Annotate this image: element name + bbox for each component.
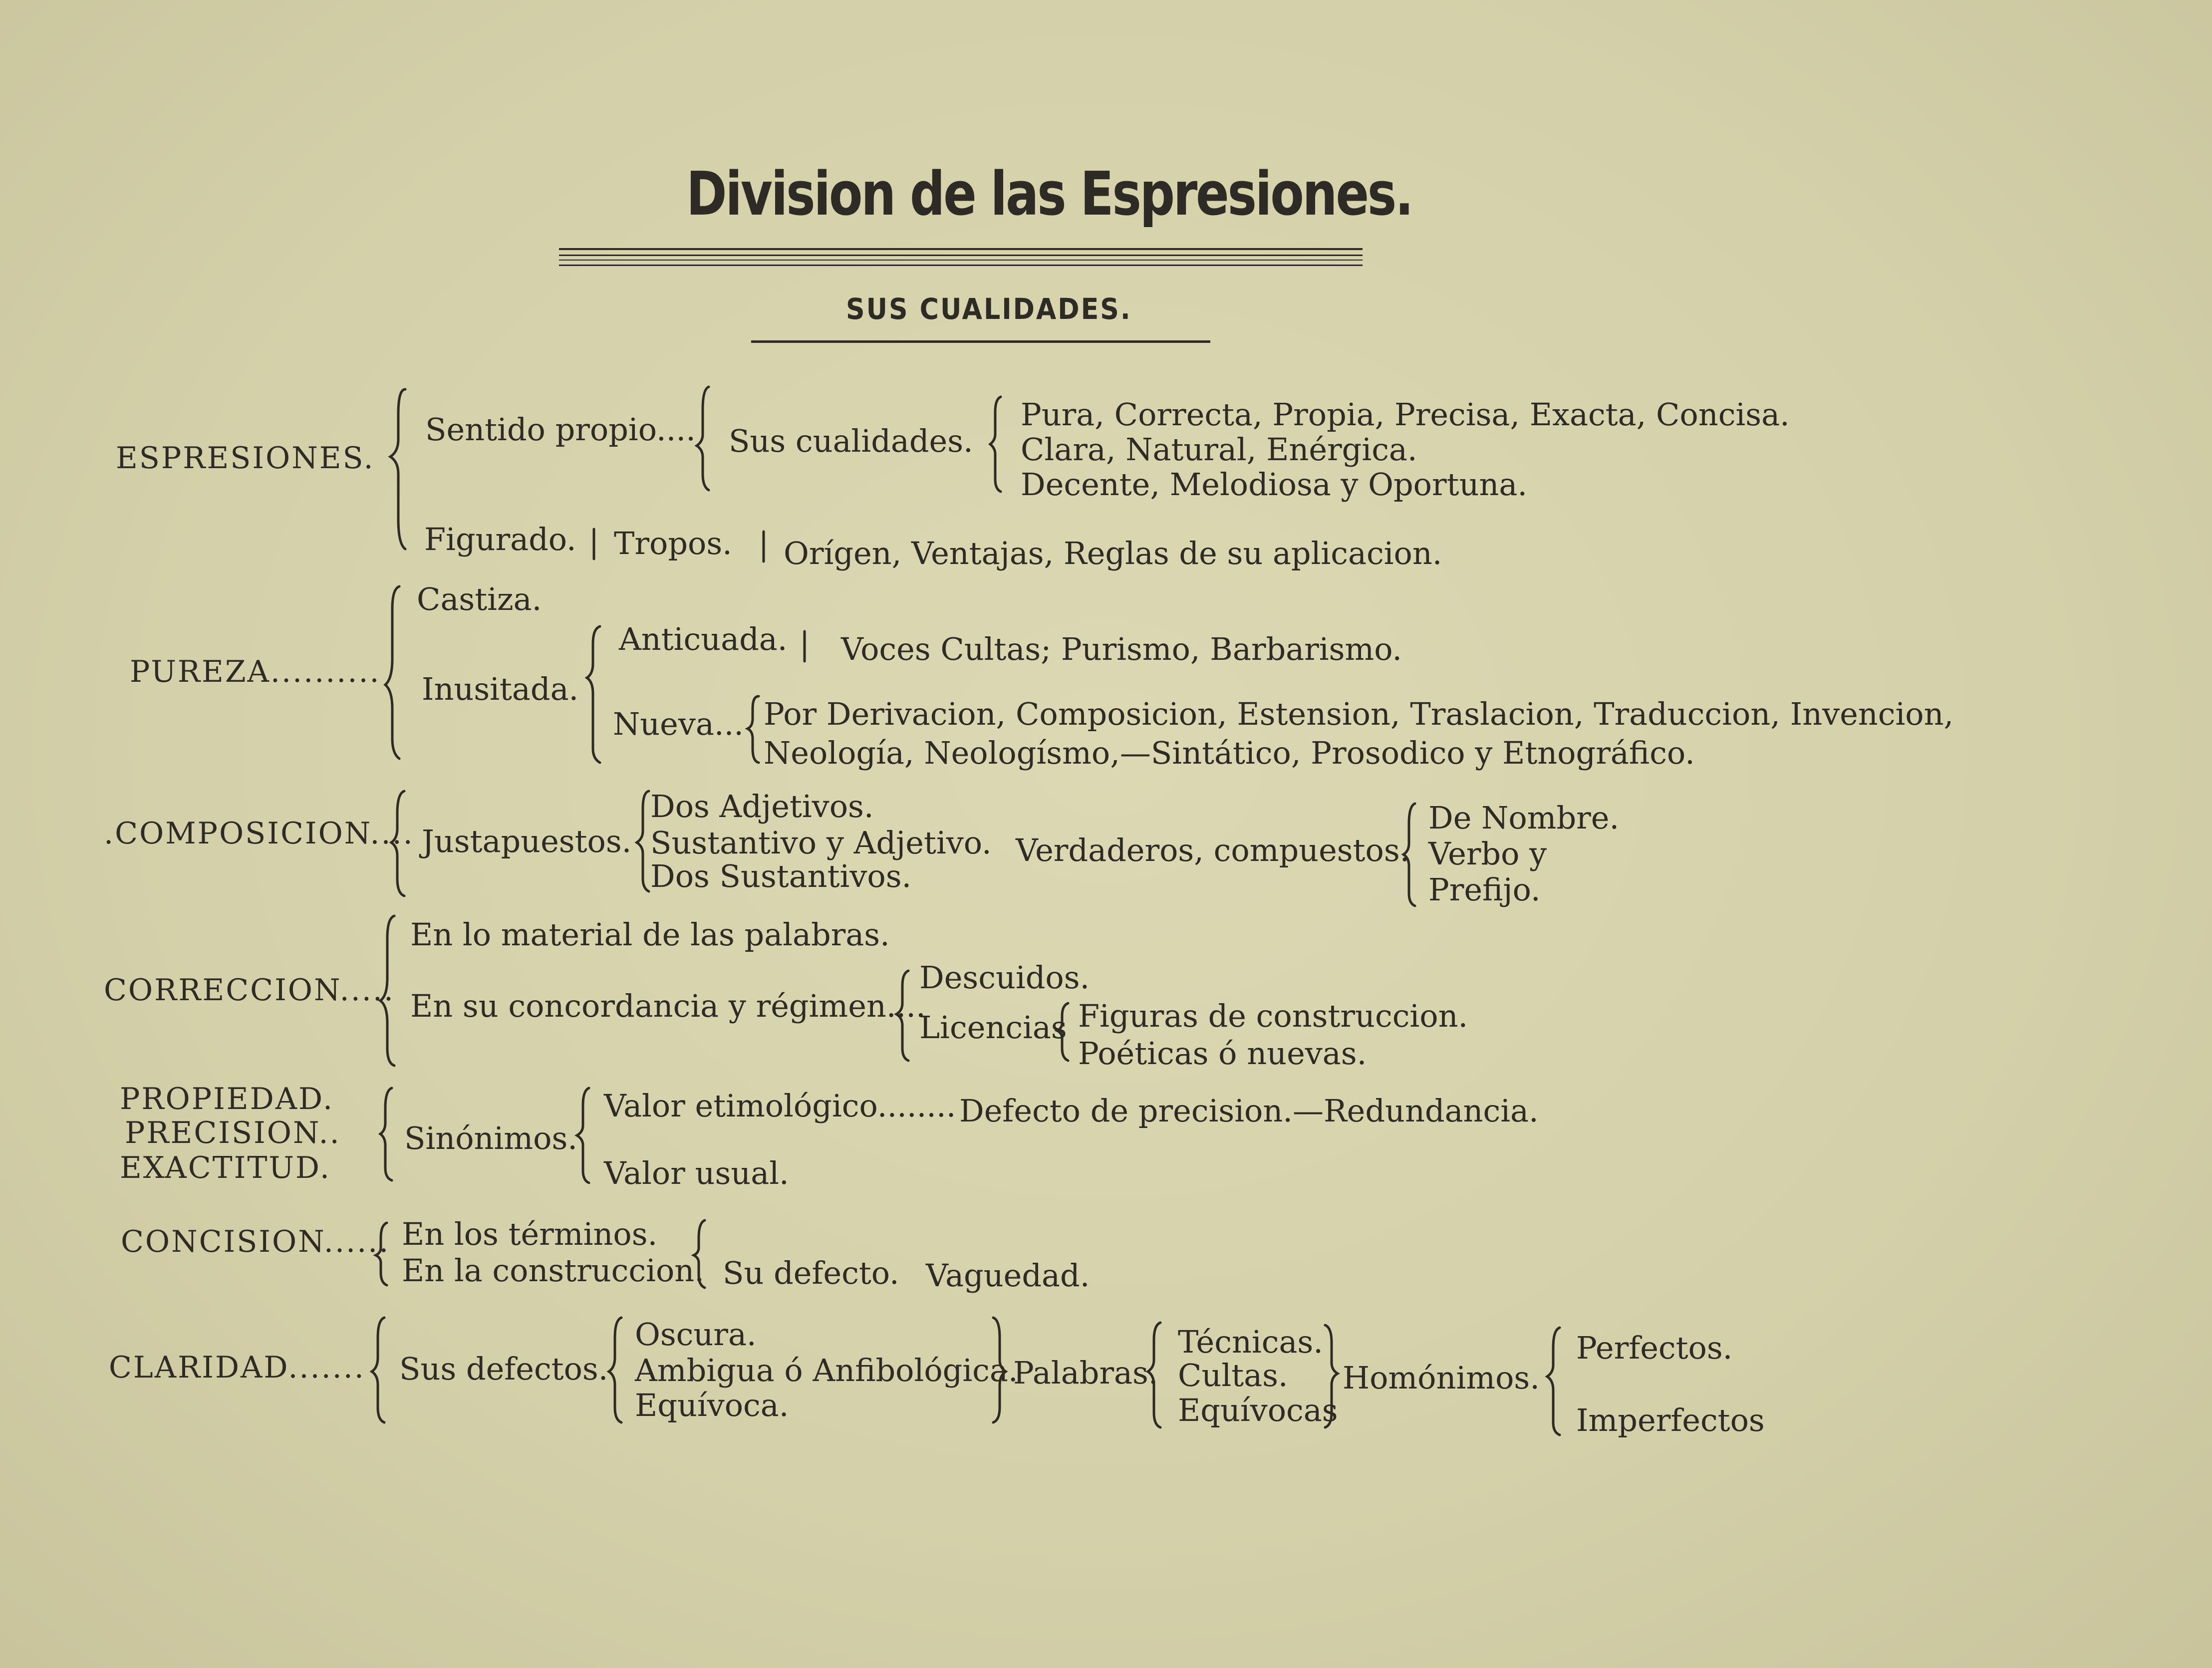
cualidad-line-3: Decente, Melodiosa y Oportuna. xyxy=(1021,466,1528,503)
category-exactitud: EXACTITUD. xyxy=(120,1150,331,1185)
brace-justapuestos xyxy=(637,791,649,891)
brace-sinonimos xyxy=(577,1088,589,1183)
sus-defectos: Sus defectos. xyxy=(399,1351,608,1387)
castiza: Castiza. xyxy=(417,581,542,617)
homonimos: Homónimos. xyxy=(1343,1360,1540,1396)
sentido-propio: Sentido propio.... xyxy=(425,411,696,448)
figurado: Figurado. xyxy=(424,521,576,557)
material-palabras: En lo material de las palabras. xyxy=(410,916,890,953)
cualidad-line-1: Pura, Correcta, Propia, Precisa, Exacta, Concisa. xyxy=(1021,396,1790,433)
de-verbo: Verbo y xyxy=(1428,835,1547,872)
brace-espresiones xyxy=(390,389,405,549)
brace-sentido xyxy=(697,387,709,490)
tipo-dos-adjetivos: Dos Adjetivos. xyxy=(650,788,874,825)
inusitada: Inusitada. xyxy=(422,671,579,707)
anticuada-detail: Voces Cultas; Purismo, Barbarismo. xyxy=(841,631,1402,667)
tipo-equivocas: Equívocas xyxy=(1178,1392,1338,1428)
category-propiedad: PROPIEDAD. xyxy=(120,1082,334,1116)
brace-nueva xyxy=(748,696,759,763)
sus-cualidades: Sus cualidades. xyxy=(729,423,973,459)
tipo-tecnicas: Técnicas. xyxy=(1178,1324,1323,1360)
sinonimos: Sinónimos. xyxy=(404,1120,577,1156)
anticuada: Anticuada. xyxy=(619,621,788,657)
poeticas-nuevas: Poéticas ó nuevas. xyxy=(1078,1035,1367,1072)
category-pureza: PUREZA.......... xyxy=(130,654,381,689)
tipo-dos-sustantivos: Dos Sustantivos. xyxy=(650,858,912,894)
tropos-detail: Orígen, Ventajas, Reglas de su aplicacion. xyxy=(784,535,1442,571)
brace-cualidades xyxy=(990,397,1001,492)
de-prefijo: Prefijo. xyxy=(1428,871,1541,908)
defecto-equivoca: Equívoca. xyxy=(635,1387,789,1423)
imperfectos: Imperfectos xyxy=(1576,1402,1765,1438)
su-defecto: Su defecto. xyxy=(723,1255,899,1291)
verdaderos-compuestos: Verdaderos, compuestos. xyxy=(1016,832,1410,868)
defecto-precision: Defecto de precision.—Redundancia. xyxy=(959,1093,1539,1129)
concordancia-regimen: En su concordancia y régimen.... xyxy=(410,988,926,1024)
nueva-detail-1: Por Derivacion, Composicion, Estension, Traslacion, Traduccion, Invencion, xyxy=(764,696,1954,732)
nueva: Nueva... xyxy=(613,706,744,742)
category-claridad: CLARIDAD....... xyxy=(109,1350,365,1385)
vaguedad: Vaguedad. xyxy=(926,1257,1090,1294)
tropos: Tropos. xyxy=(614,525,732,561)
valor-usual: Valor usual. xyxy=(604,1155,789,1191)
figuras-construccion: Figuras de construccion. xyxy=(1078,998,1468,1034)
category-correccion: CORRECCION..... xyxy=(104,973,395,1008)
page-title: Division de las Espresiones. xyxy=(686,160,1412,229)
defecto-ambigua: Ambigua ó Anfibológica. xyxy=(635,1352,1018,1389)
defecto-oscura: Oscura. xyxy=(635,1316,757,1353)
category-precision: PRECISION.. xyxy=(125,1115,341,1150)
category-composicion: .COMPOSICION.... xyxy=(104,816,414,851)
licencias: Licencias xyxy=(919,1009,1067,1046)
subtitle: SUS CUALIDADES. xyxy=(846,292,1132,326)
palabras: Palabras. xyxy=(1013,1355,1158,1391)
nueva-detail-2: Neología, Neologísmo,—Sintático, Prosodico y Etnográfico. xyxy=(764,735,1695,771)
category-espresiones: ESPRESIONES. xyxy=(116,441,375,476)
perfectos: Perfectos. xyxy=(1576,1330,1733,1366)
descuidos: Descuidos. xyxy=(919,959,1090,996)
brace-claridad xyxy=(372,1318,384,1422)
en-los-terminos: En los términos. xyxy=(402,1216,658,1252)
cualidad-line-2: Clara, Natural, Enérgica. xyxy=(1021,431,1417,468)
brace-propiedad xyxy=(380,1088,392,1180)
brace-perfectos xyxy=(1547,1328,1560,1435)
justapuestos: Justapuestos. xyxy=(422,823,632,859)
brace-pureza xyxy=(385,586,399,759)
tipo-sustantivo-adjetivo: Sustantivo y Adjetivo. xyxy=(650,825,992,861)
en-la-construccion: En la construccion. xyxy=(402,1252,704,1289)
brace-sus-defectos xyxy=(609,1318,621,1422)
valor-etimologico: Valor etimológico........ xyxy=(604,1088,956,1124)
tipo-cultas: Cultas. xyxy=(1178,1357,1288,1393)
de-nombre: De Nombre. xyxy=(1428,800,1620,836)
brace-inusitada xyxy=(587,626,600,763)
category-concision: CONCISION...... xyxy=(121,1224,390,1259)
